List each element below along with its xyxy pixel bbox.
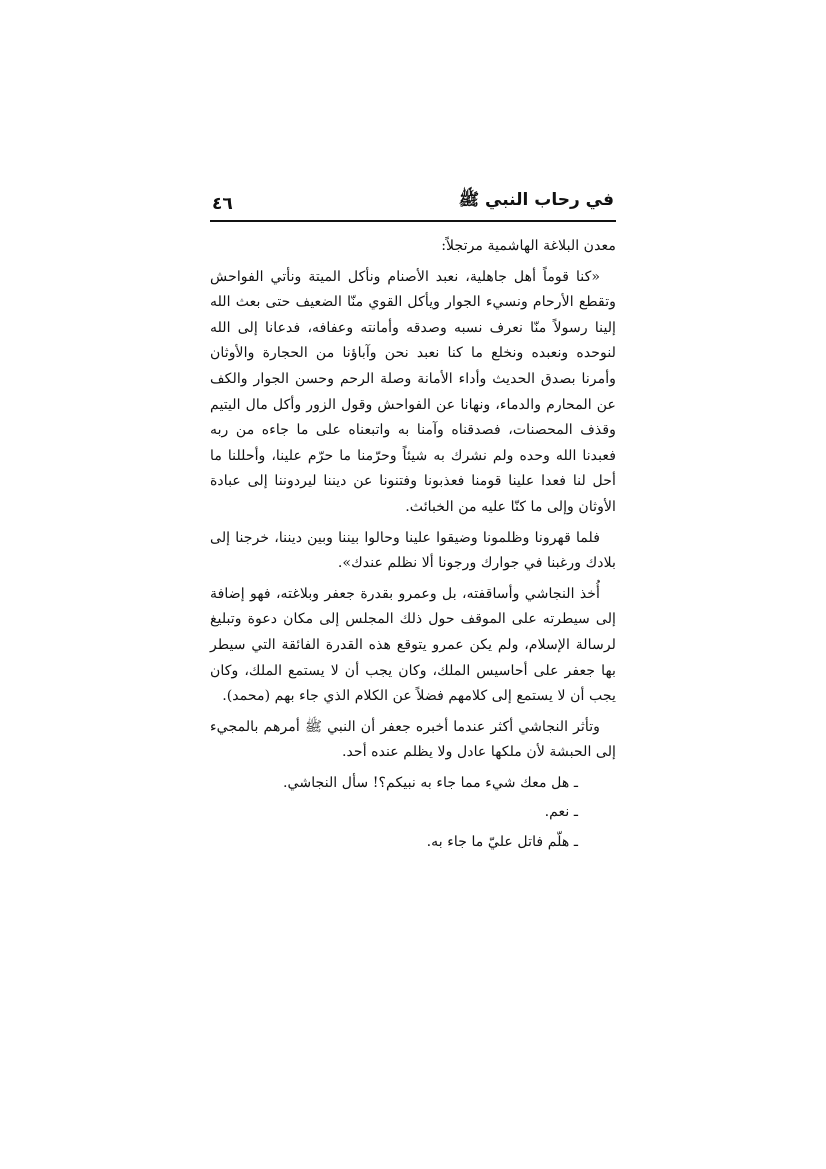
dialogue-line: ـ هل معك شيء مما جاء به نبيكم؟! سأل النجاشي. (283, 774, 578, 791)
page-header (210, 178, 616, 218)
body-text (210, 234, 616, 856)
paragraph: وتأثر النجاشي أكثر عندما أخبره جعفر أن النبي ﷺ أمرهم بالمجيء إلى الحبشة لأن ملكها عادل ولا يظلم عنده أحد. (210, 718, 616, 761)
paragraph: «كنا قوماً أهل جاهلية، نعبد الأصنام ونأكل الميتة ونأتي الفواحش وتقطع الأرحام ونسيء الجوار ويأكل القوي منّا الضعيف حتى بعث الله إلينا رسولاً منّا نعرف نسبه وصدقه وأمانته وعفافه، فدعانا إلى الله لنوحده ونعبده ونخلع ما كنا نعبد نحن وآباؤنا من الحجارة والأوثان وأمرنا بصدق الحديث وأداء الأمانة وصلة الرحم وحسن الجوار والكف عن المحارم والدماء، ونهانا عن الفواحش وقول الزور وأكل مال اليتيم وقذف المحصنات، فصدقناه وآمنا به واتبعناه على ما جاءه من ربه فعبدنا الله وحده ولم نشرك به شيئاً وحرّمنا ما حرّم علينا، وأحللنا ما أحل لنا فعدا علينا قومنا فعذبونا وفتنونا عن ديننا ليردوننا إلى عبادة الأوثان وإلى ما كنّا عليه من الخبائث. (210, 268, 616, 515)
paragraph: معدن البلاغة الهاشمية مرتجلاً: (441, 238, 616, 254)
page-number: ٤٦ (212, 194, 233, 214)
dialogue-line: ـ نعم. (544, 804, 578, 821)
running-title: في رحاب النبي ﷺ (458, 190, 614, 210)
book-page (210, 178, 616, 860)
dialogue-line: ـ هلّم فاتل عليّ ما جاء به. (426, 834, 578, 851)
paragraph: فلما قهرونا وظلمونا وضيقوا علينا وحالوا بيننا وبين ديننا، خرجنا إلى بلادك ورغبنا في جوارك ورجونا ألا نظلم عندك». (210, 529, 616, 572)
paragraph: أُخذ النجاشي وأساقفته، بل وعمرو بقدرة جعفر وبلاغته، فهو إضافة إلى سيطرته على الموقف حول ذلك المجلس إلى مكان دعوة وتبليغ لرسالة الإسلام، ولم يكن عمرو يتوقع هذه القدرة الفائقة التي سيطر بها جعفر على أحاسيس الملك، وكان يجب أن لا يستمع الملك، وكان يجب أن لا يستمع إلى كلامهم فضلاً عن الكلام الذي جاء بهم (محمد). (210, 585, 616, 705)
header-rule (210, 220, 616, 222)
